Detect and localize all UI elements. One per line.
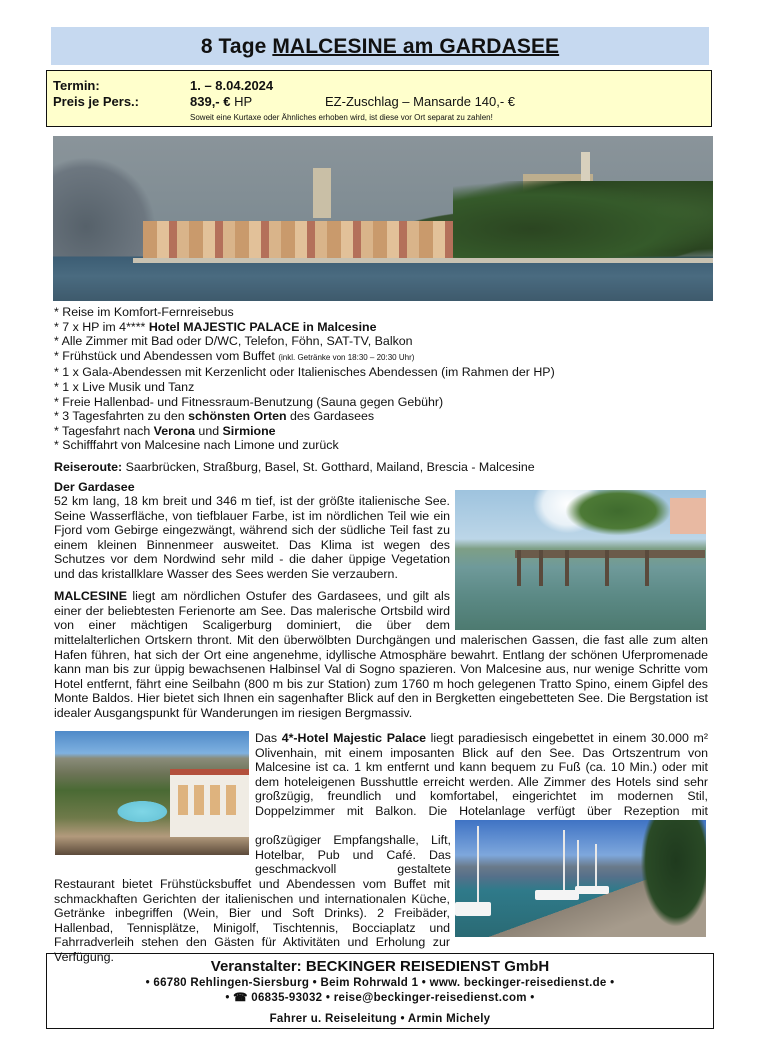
photo-boat bbox=[575, 886, 609, 894]
photo-town bbox=[143, 221, 473, 259]
photo-boat-mast bbox=[595, 844, 597, 890]
phone-number: 06835-93032 bbox=[247, 992, 323, 1004]
photo-boat bbox=[455, 902, 491, 916]
feature-text: (inkl. Getränke von 18:30 – 20:30 Uhr) bbox=[278, 352, 415, 362]
malcesine-name: MALCESINE bbox=[54, 589, 127, 603]
price-label: Preis je Pers.: bbox=[53, 94, 139, 109]
gardasee-heading: Der Gardasee bbox=[54, 480, 135, 494]
photo-hotel-building bbox=[170, 769, 249, 837]
termin-label: Termin: bbox=[53, 78, 100, 93]
route-label: Reiseroute: bbox=[54, 460, 123, 474]
price bbox=[190, 94, 252, 109]
feature-highlight: Verona bbox=[153, 423, 195, 438]
photo-bell-tower bbox=[581, 152, 590, 182]
page-title bbox=[51, 27, 709, 67]
title-destination: MALCESINE am GARDASEE bbox=[272, 35, 560, 58]
travel-route bbox=[54, 460, 535, 474]
feature-text: * Schifffahrt von Malcesine nach Limone und zurück bbox=[54, 438, 339, 453]
feature-highlight: Sirmione bbox=[222, 423, 276, 438]
feature-text: * Alle Zimmer mit Bad oder D/WC, Telefon, Föhn, SAT-TV, Balkon bbox=[54, 334, 413, 349]
trip-info-box bbox=[46, 70, 712, 127]
feature-list bbox=[54, 305, 654, 453]
organizer-footer bbox=[46, 953, 714, 1029]
feature-text: und bbox=[194, 423, 223, 438]
bullet: • bbox=[526, 992, 535, 1004]
tour-guide: Fahrer u. Reiseleitung • Armin Michely bbox=[269, 1013, 491, 1025]
feature-item bbox=[54, 320, 654, 335]
feature-text: * Reise im Komfort-Fernreisebus bbox=[54, 305, 234, 319]
bullet: • bbox=[225, 992, 234, 1004]
feature-item bbox=[54, 395, 654, 410]
feature-text: * 1 x Gala-Abendessen mit Kerzenlicht oder Italienisches Abendessen (im Rahmen der HP) bbox=[54, 365, 555, 380]
feature-text: * Freie Hallenbad- und Fitnessraum-Benutzung (Sauna gegen Gebühr) bbox=[54, 394, 444, 409]
hotel-text-right: liegt paradiesisch eingebettet in einem 30.000 m² Olivenhain, mit einem imposanten Blick auf den See. Das Ortszentrum von Malcesine ist ca. 1 km entfernt und kann bequem zu Fuß (ca. 10 Min.) oder mit dem hoteleigenen Busshuttle erreicht werden. Alle Zimmer des Hotels sind sehr großzügig, freundlich und komfortabel, eingerichtet im modernen Stil, Doppelzimmer mit Balkon. Die Hotelanlage verfügt über Rezeption mit bbox=[255, 731, 708, 818]
feature-text: * Frühstück und Abendessen vom Buffet bbox=[54, 348, 279, 363]
organizer-address: • 66780 Rehlingen-Siersburg • Beim Rohrwald 1 • www. beckinger-reisedienst.de • bbox=[145, 977, 615, 989]
feature-item bbox=[54, 365, 654, 380]
harbor-promenade-photo bbox=[455, 820, 706, 937]
feature-item bbox=[54, 349, 654, 366]
gardasee-description: 52 km lang, 18 km breit und 346 m tief, ist der größte italienische See. Seine Wasserfläche, von tiefblauer Farbe, ist im nördlichen Teil wie ein Fjord vom Gebirge eingezwängt, während sich der südliche Teil fast zu einem kleinen Binnenmeer ausweitet. Das Klima ist wegen des Schutzes vor dem Nordwind sehr mild - die daher üppige Vegetation und das kristallklare Wasser des Sees werden Sie verzaubern. bbox=[54, 494, 450, 581]
title-prefix: 8 Tage bbox=[200, 35, 273, 58]
price-value: 839,- € bbox=[190, 94, 231, 109]
title-banner bbox=[51, 27, 709, 65]
organizer-contact bbox=[47, 991, 713, 1006]
photo-boat-mast bbox=[577, 840, 579, 892]
hotel-intro: Das bbox=[255, 731, 282, 745]
feature-item bbox=[54, 380, 654, 395]
photo-pier-post bbox=[645, 550, 649, 586]
hotel-description-middle: großzügiger Empfangshalle, Lift, Hotelbar, Pub und Café. Das geschmackvoll gestaltete bbox=[255, 833, 451, 877]
feature-text: * 7 x HP im 4**** bbox=[54, 319, 149, 334]
hotel-description-top bbox=[255, 731, 708, 819]
feature-item bbox=[54, 305, 654, 320]
feature-item bbox=[54, 334, 654, 349]
photo-boat bbox=[535, 890, 579, 900]
lake-pier-photo bbox=[455, 490, 706, 630]
feature-item bbox=[54, 438, 654, 453]
feature-highlight: Hotel MAJESTIC PALACE in Malcesine bbox=[148, 319, 377, 334]
tax-note: Soweit eine Kurtaxe oder Ähnliches erhoben wird, ist diese vor Ort separat zu zahlen! bbox=[190, 113, 493, 122]
feature-highlight: schönsten Orten bbox=[188, 409, 287, 424]
feature-text: * 1 x Live Musik und Tanz bbox=[54, 379, 195, 394]
termin-value: 1. – 8.04.2024 bbox=[190, 78, 274, 93]
photo-pier-post bbox=[539, 550, 543, 586]
photo-pier-post bbox=[517, 550, 521, 586]
email-link[interactable]: reise@beckinger-reisedienst.com bbox=[333, 992, 527, 1004]
hotel-pool-photo bbox=[55, 731, 249, 855]
price-board: HP bbox=[230, 94, 253, 109]
malcesine-description: mittelalterlichen Ortskern thront. Mit den überwölbten Durchgängen und malerischen Gassen, die fast alle zum alten Hafen führen, hat sich der Ort eine angenehme, idyllische Atmosphäre bewahrt. Entlang der schönen Uferpromenade kann man bis zur üppig bewachsenen Halbinsel Val di Sogno spazieren. Von Malcesine aus, nur wenige Schritte vom Hotel entfernt, fährt eine Seilbahn (800 m bis zur Station) zum 1760 m hoch gelegenen Tratto Spino, einem Gipfel des Monte Baldos. Hier bietet sich Ihnen ein sagenhafter Blick auf den in Bergketten eingebetteten See. Die Bergstation ist idealer Ausgangspunkt für Wanderungen im riesigen Bergmassiv. bbox=[54, 633, 708, 720]
photo-pier bbox=[515, 550, 705, 558]
organizer-name: Veranstalter: BECKINGER REISEDIENST GmbH bbox=[210, 958, 550, 975]
feature-text: des Gardasees bbox=[286, 409, 375, 424]
photo-building bbox=[670, 498, 706, 534]
photo-boat-mast bbox=[563, 830, 565, 894]
hotel-description-bottom: Restaurant bietet Frühstücksbuffet und Abendessen vom Buffet mit schmackhaften Gerichten der italienischen und internationalen Küche, Getränke inbegriffen (Wein, Bier und Soft Drinks). 2 Freibäder, Hallenbad, Tennisplätze, Minigolf, Tischtennis, Bocciaplatz und Fahrradverleih stehen den Gästen für Aktivitäten und Erholung zur Verfügung. bbox=[54, 877, 450, 964]
photo-trees bbox=[453, 181, 713, 261]
hotel-name: 4*-Hotel Majestic Palace bbox=[281, 731, 427, 745]
photo-pier-post bbox=[605, 550, 609, 586]
feature-text: * Tagesfahrt nach bbox=[54, 423, 154, 438]
malcesine-panorama-photo bbox=[53, 136, 713, 301]
photo-shore bbox=[133, 258, 713, 263]
single-supplement: EZ-Zuschlag – Mansarde 140,- € bbox=[325, 94, 516, 109]
malcesine-description-intro bbox=[54, 589, 450, 633]
route-value: Saarbrücken, Straßburg, Basel, St. Gotthard, Mailand, Brescia - Malcesine bbox=[122, 460, 535, 474]
photo-pier-post bbox=[565, 550, 569, 586]
feature-item bbox=[54, 424, 654, 439]
telephone-icon: ☎ bbox=[233, 992, 248, 1004]
photo-castle-tower bbox=[313, 168, 331, 218]
bullet: • bbox=[322, 992, 334, 1004]
malcesine-text-narrow: liegt am nördlichen Ostufer des Gardasees, und gilt als einer der beliebtesten Ferienorte am See. Das malerische Ortsbild wird von einer mächtigen Scaligerburg dominiert, die über dem bbox=[54, 589, 450, 633]
feature-item bbox=[54, 409, 654, 424]
feature-text: * 3 Tagesfahrten zu den bbox=[54, 409, 189, 424]
